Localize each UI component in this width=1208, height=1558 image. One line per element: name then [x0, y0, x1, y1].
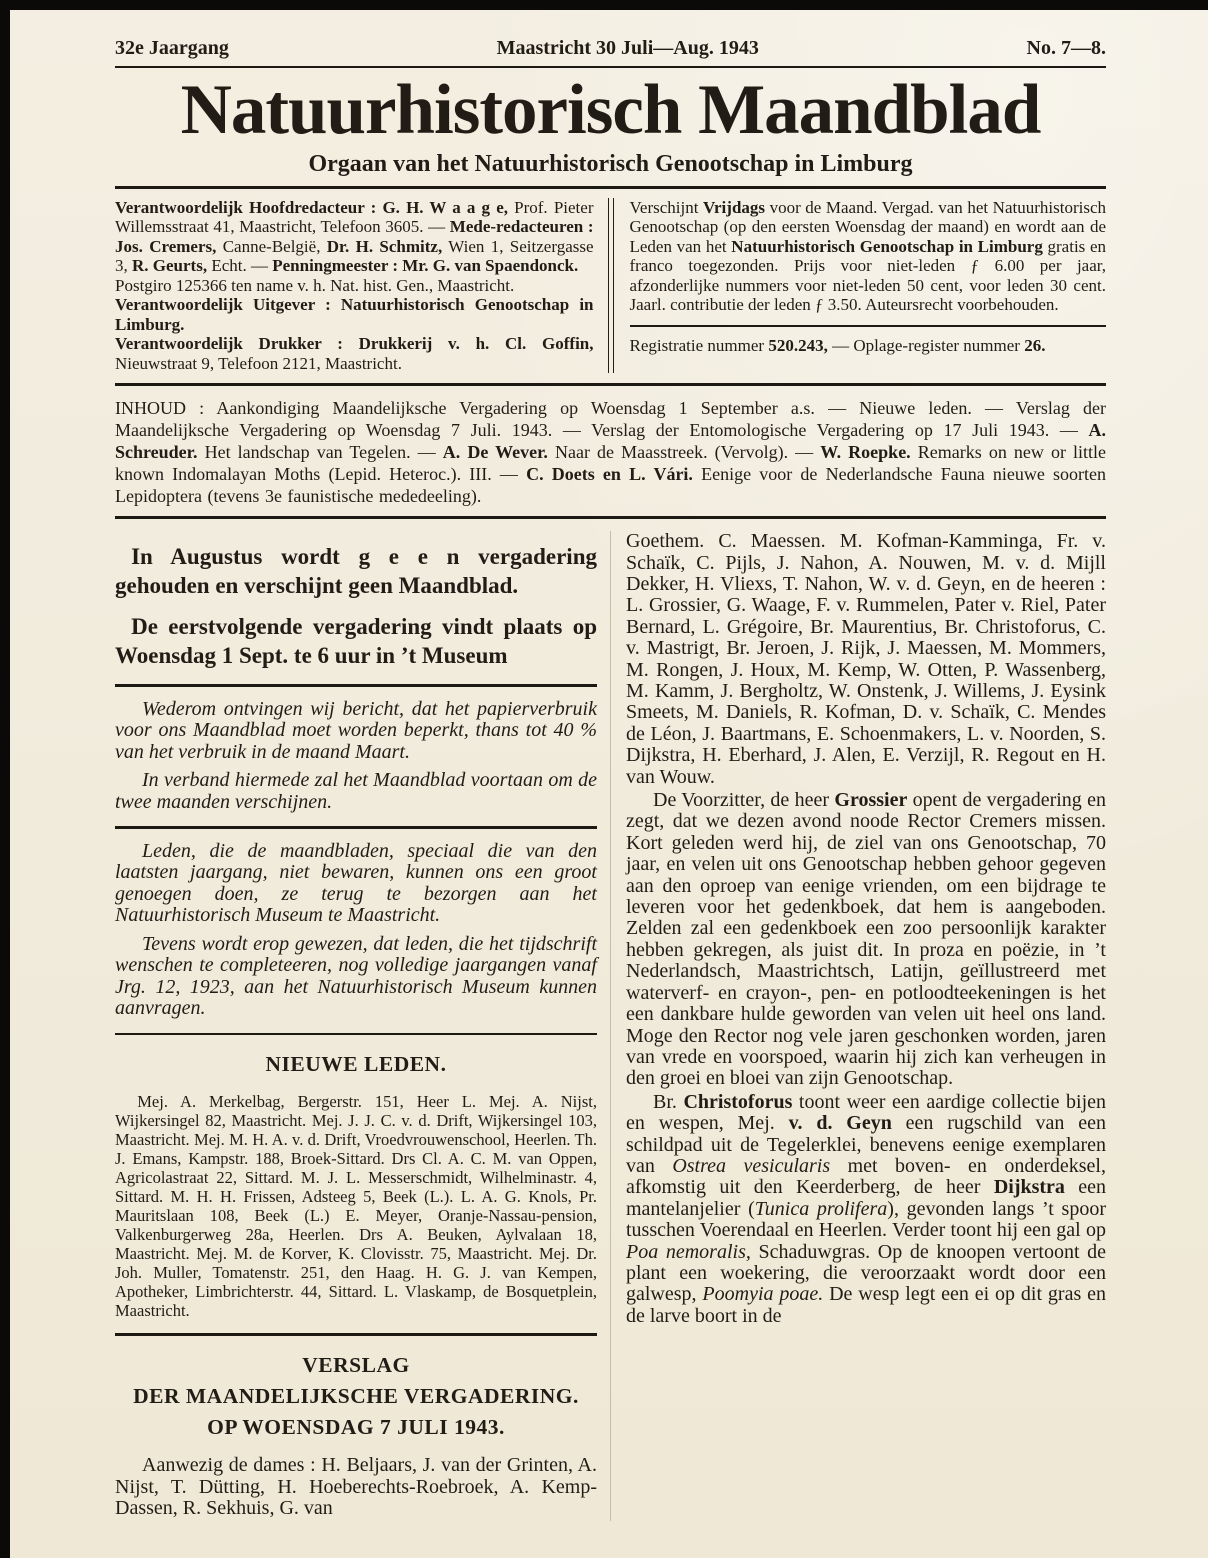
volume-label: 32e Jaargang	[115, 37, 229, 59]
report-heading-line: OP WOENSDAG 7 JULI 1943.	[207, 1415, 505, 1440]
new-members-heading: NIEUWE LEDEN.	[265, 1052, 447, 1077]
publisher-line: Verantwoordelijk Uitgever : Natuurhistorisch Genootschap in Limburg.	[115, 295, 594, 334]
contents-bottom-rule	[115, 516, 1106, 519]
section-rule	[115, 684, 597, 687]
bimonthly-notice: In verband hiermede zal het Maandblad voortaan om de twee maanden verschijnen.	[115, 769, 597, 813]
section-rule	[115, 1333, 597, 1336]
masthead-publication-block	[614, 198, 1107, 374]
publication-info-paragraph: Verschijnt Vrijdags voor de Maand. Vergad. van het Natuurhistorisch Genootschap (op den eersten Woensdag der maand) en wordt aan de Leden van het Natuurhistorisch Genootschap in Limburg gratis en franco toegezonden. Prijs voor niet-leden ƒ 6.00 per jaar, afzonderlijke nummers voor niet-leden 50 cent, voor leden 30 cent. Jaarl. contributie der leden ƒ 3.50. Auteursrecht voorbehouden.	[629, 197, 1106, 315]
right-column	[611, 531, 1106, 1521]
masthead-inner-rule	[630, 325, 1107, 327]
section-rule	[115, 1033, 597, 1036]
table-of-contents: INHOUD : Aankondiging Maandelijksche Vergadering op Woensdag 1 September a.s. — Nieuwe leden. — Verslag der Maandelijksche Vergadering op Woensdag 7 Juli. 1943. — Verslag der Entomologische Vergadering op 17 Juli 1943. — A. Schreuder. Het landschap van Tegelen. — A. De Wever. Naar de Maasstreek. (Vervolg). — W. Roepke. Remarks on new or little known Indomalayan Moths (Lepid. Heteroc.). III. — C. Doets en L. Vári. Eenige voor de Nederlandsche Fauna nieuwe soorten Lepidoptera (tevens 3e faunistische mededeeling).	[115, 398, 1107, 507]
masthead-editors-block	[115, 198, 608, 374]
header-rule	[115, 66, 1106, 68]
masthead-bottom-rule	[115, 383, 1106, 386]
printer-line: Verantwoordelijk Drukker : Drukkerij v. h. Cl. Goffin, Nieuwstraat 9, Telefoon 2121, Maastricht.	[115, 334, 594, 373]
postgiro-line: Postgiro 125366 ten name v. h. Nat. hist. Gen., Maastricht.	[115, 275, 515, 295]
left-column	[115, 531, 610, 1521]
registration-line: Registratie nummer 520.243, — Oplage-register nummer 26.	[629, 335, 1046, 355]
complete-volumes-notice: Tevens wordt erop gewezen, dat leden, die het tijdschrift wenschen te completeeren, nog volledige jaargangen vanaf Jrg. 12, 1923, aan het Natuurhistorisch Museum kunnen aanvragen.	[115, 932, 597, 1020]
article-columns	[115, 531, 1106, 1521]
exhibits-paragraph: Br. Christoforus toont weer een aardige collectie bijen en wespen, Mej. v. d. Geyn een rugschild van een schildpad uit de Tegelerklei, benevens eenige exemplaren van Ostrea vesicularis met boven- en onderdeksel, afkomstig uit den Keerderberg, de heer Dijkstra een mantelanjelier (Tunica prolifera), gevonden langs ’t spoor tusschen Voerendaal en Heerlen. Verder toont hij een gal op Poa nemoralis, Schaduwgras. Op de knoopen vertoont de plant een woekering, die veroorzaakt wordt door een galwesp, Poomyia poae. De wesp legt een ei op dit gras en de larve boort in de	[626, 1090, 1107, 1327]
scan-edge-top	[0, 0, 1208, 10]
journal-title: Natuurhistorisch Maandblad	[180, 71, 1041, 149]
report-heading-line: DER MAANDELIJKSCHE VERGADERING.	[133, 1383, 579, 1408]
attendees-paragraph: Aanwezig de dames : H. Beljaars, J. van der Grinten, A. Nijst, T. Dütting, H. Hoeberechts-Roebroek, A. Kemp-Dassen, R. Sekhuis, G. van	[115, 1454, 597, 1520]
issue-number: No. 7—8.	[1026, 37, 1106, 59]
paper-restriction-notice: Wederom ontvingen wij bericht, dat het papierverbruik voor ons Maandblad moet worden beperkt, thans tot 40 % van het verbruik in de maand Maart.	[115, 697, 597, 763]
return-issues-notice: Leden, die de maandbladen, speciaal die van den laatsten jaargang, niet bewaren, kunnen ons een groot genoegen doen, ze terug te bezorgen aan het Natuurhistorisch Museum te Maastricht.	[115, 839, 597, 927]
new-members-list: Mej. A. Merkelbag, Bergerstr. 151, Heer L. Mej. A. Nijst, Wijkersingel 82, Maastricht. Mej. J. J. C. v. d. Drift, Wijkersingel 103, Maastricht. Mej. M. H. A. v. d. Drift, Vroedvrouwenschool, Heerlen. Th. J. Emans, Kampstr. 188, Broek-Sittard. Drs Cl. A. C. M. van Oppen, Agricolastraat 22, Sittard. M. J. L. Messerschmidt, Wilhelminastr. 4, Sittard. M. H. H. Frissen, Adsteeg 5, Beek (L.). L. A. G. Knols, Pr. Mauritslaan 108, Beek (L.) E. Meyer, Oranje-Nassau-pension, Valkenburgerweg 28a, Heerlen. Drs A. Beuken, Aylvalaan 18, Maastricht. Mej. M. de Korver, K. Clovisstr. 75, Maastricht. Mej. Dr. Joh. Muller, Tomatenstr. 251, den Haag. H. G. J. van Kempen, Apotheker, Limbrichterstr. 44, Sittard. L. Vlaskamp, de Bosquetplein, Maastricht.	[115, 1092, 597, 1321]
issue-date: Maastricht 30 Juli—Aug. 1943	[496, 37, 759, 59]
announcement-next-meeting: De eerstvolgende vergadering vindt plaats op Woensdag 1 Sept. te 6 uur in ’t Museum	[115, 614, 597, 669]
announcement-no-meeting: In Augustus wordt g e e n vergadering gehouden en verschijnt geen Maandblad.	[115, 544, 597, 599]
editors-paragraph: Verantwoordelijk Hoofdredacteur : G. H. W a a g e, Prof. Pieter Willemsstraat 41, Maastricht, Telefoon 3605. — Mede-redacteuren : Jos. Cremers, Canne-België, Dr. H. Schmitz, Wien 1, Seitzergasse 3, R. Geurts, Echt. — Penningmeester : Mr. G. van Spaendonck.	[115, 197, 594, 276]
attendees-continued-paragraph: Goethem. C. Maessen. M. Kofman-Kamminga, Fr. v. Schaïk, C. Pijls, J. Nahon, A. Nouwen, M. v. d. Mijll Dekker, H. Vliexs, T. Nahon, W. v. d. Geyn, en de heeren : L. Grossier, G. Waage, F. v. Rummelen, Pater v. Riel, Pater Bernard, L. Grégoire, Br. Maurentius, Br. Christoforus, C. v. Mastrigt, Br. Jeroen, J. Rijk, J. Maessen, M. Mommers, M. Rongen, J. Houx, M. Kemp, W. Otten, P. Wassenberg, M. Kamm, J. Bergholtz, W. Onstenk, J. Willems, J. Eysink Smeets, M. Daniels, R. Kofman, D. v. Schaïk, C. Mendes de Léon, J. Baartmans, E. Schoenmakers, L. v. Noorden, S. Dijkstra, H. Eberhard, J. Alen, E. Verzijl, R. Regout en H. van Wouw.	[626, 530, 1106, 788]
issue-header	[115, 10, 1106, 61]
meeting-report-heading	[115, 1350, 597, 1444]
scan-edge-left	[0, 0, 10, 1558]
section-rule	[115, 826, 597, 829]
chairman-speech-paragraph: De Voorzitter, de heer Grossier opent de vergadering en zegt, dat we dezen avond noode Rector Cremers missen. Kort geleden werd hij, de ziel van ons Genootschap, 70 jaar, en velen uit ons Genootschap hebben gehoor gegeven aan den oproep van eenige vrienden, om een bijdrage te leveren voor het gedenkboek, dat hem is aangeboden. Zelden zal een gedenkboek een zoo persoonlijk karakter hebben gekregen, als juist dit. In proza en poëzie, in ’t Nederlandsch, Maastrichtsch, Latijn, geïllustreerd met waterverf- en crayon-, pen- en potloodteekeningen is het een dankbare hulde geworden van velen uit heel ons land. Moge den Rector nog vele jaren geschonken worden, jaren van vrede en voorspoed, waarin hij zich kan verheugen in den groei en bloei van zijn Genootschap.	[626, 789, 1106, 1090]
journal-subtitle: Orgaan van het Natuurhistorisch Genootschap in Limburg	[308, 150, 913, 177]
masthead	[115, 189, 1106, 384]
journal-page	[10, 10, 1208, 1558]
report-heading-line: VERSLAG	[302, 1352, 410, 1377]
